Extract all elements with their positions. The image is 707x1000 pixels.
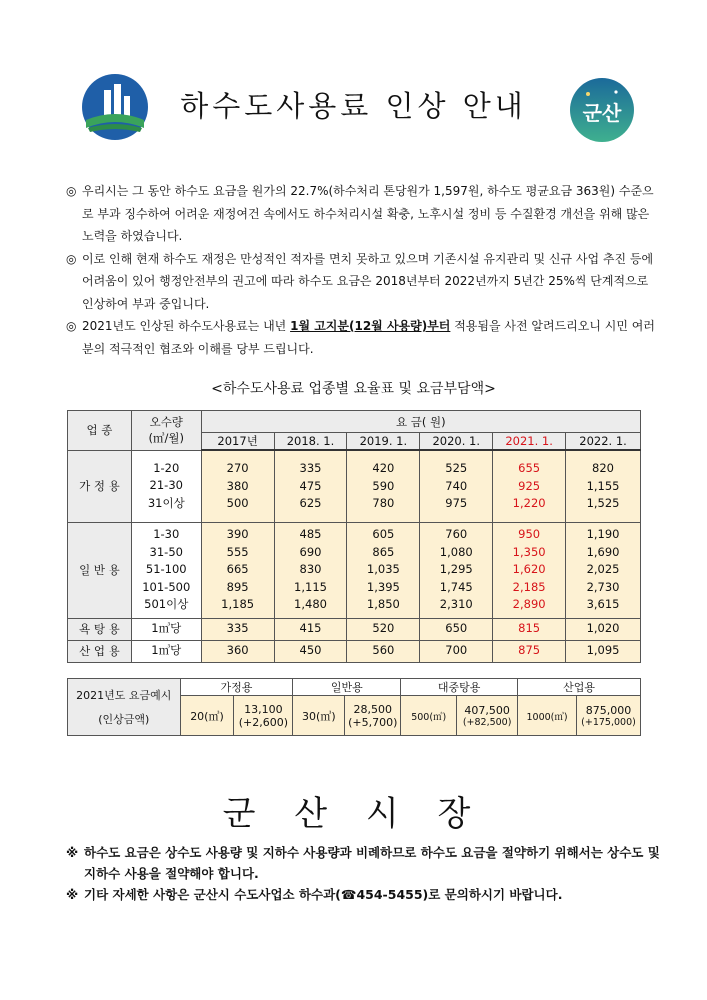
fee-value: 2,890	[512, 597, 546, 612]
rates-body	[68, 450, 641, 662]
header-volume-label: 오수량	[149, 415, 183, 430]
fee-value: 1,035	[366, 562, 400, 577]
volume-range: 1-30	[153, 527, 180, 542]
gunsan-logo-text: 군산	[582, 101, 622, 125]
fee-value: 815	[518, 621, 541, 636]
example-amount: 407,500	[464, 703, 510, 717]
fee-value: 830	[299, 562, 322, 577]
fee-value: 590	[372, 478, 395, 493]
page-title: 하수도사용료 인상 안내	[180, 89, 527, 123]
fee-value: 1,525	[586, 495, 620, 510]
example-increase: (+175,000)	[581, 716, 636, 728]
fee-value: 1,020	[586, 621, 620, 636]
example-label	[68, 679, 181, 736]
fee-value: 1,745	[439, 579, 473, 594]
category-name: 욕 탕 용	[68, 618, 132, 640]
volume-range: 1-20	[153, 460, 180, 475]
example-amount-cell	[577, 696, 641, 736]
paragraph-3	[66, 315, 656, 360]
rate-group-row	[68, 450, 641, 522]
fee-cell	[420, 640, 493, 662]
fee-value: 420	[372, 461, 395, 476]
note-text: 기타 자세한 사항은 군산시 수도사업소 하수과(☎454-5455)로 문의하시기 바랍니다.	[84, 887, 563, 902]
fee-value: 525	[445, 461, 468, 476]
volume-ranges	[131, 522, 201, 618]
fee-value: 690	[299, 544, 322, 559]
example-usage: 500(㎥)	[401, 696, 457, 736]
fee-cell	[566, 522, 641, 618]
example-increase: (+5,700)	[348, 715, 398, 729]
fee-value: 520	[372, 621, 395, 636]
fee-value: 650	[445, 621, 468, 636]
fee-cell	[347, 522, 420, 618]
fee-value: 450	[299, 643, 322, 658]
fee-cell	[201, 522, 274, 618]
rate-group-row	[68, 618, 641, 640]
volume-ranges	[131, 640, 201, 662]
fee-cell	[201, 450, 274, 522]
fee-cell	[274, 522, 347, 618]
fee-value: 1,350	[512, 544, 546, 559]
example-amount: 875,000	[585, 703, 632, 717]
fee-value: 380	[226, 478, 249, 493]
fee-value: 1,395	[366, 579, 400, 594]
fee-value: 1,850	[366, 597, 400, 612]
category-name: 가 정 용	[68, 450, 132, 522]
example-category: 일반용	[293, 679, 401, 696]
paragraph-2	[66, 248, 656, 316]
notice-paragraphs	[66, 180, 656, 360]
gunsan-brand-logo	[568, 76, 636, 144]
fee-value: 560	[372, 643, 395, 658]
fee-value: 625	[299, 495, 322, 510]
bullet-mark: ◎	[66, 184, 77, 198]
fee-value: 740	[445, 478, 468, 493]
fee-value: 390	[226, 527, 249, 542]
paragraph-text: 우리시는 그 동안 하수도 요금을 원가의 22.7%(하수처리 톤당원가 1,597원, 하수도 평균요금 363원) 수준으로 부과 징수하여 어려운 재정여건 속에서도 하수처리시설 확충, 노후시설 정비 등 수질환경 개선을 위해 많은 노력을 하였습니다.	[82, 184, 654, 243]
fee-cell	[420, 618, 493, 640]
volume-range: 1㎥당	[151, 643, 182, 658]
fee-value: 1,115	[294, 579, 327, 594]
example-usage: 20(㎥)	[180, 696, 234, 736]
emphasized-date: 1월 고지분(12월 사용량)부터	[290, 319, 451, 333]
year-header: 2019. 1.	[347, 433, 420, 451]
fee-cell	[347, 640, 420, 662]
fee-value: 950	[518, 527, 541, 542]
fee-value: 360	[226, 643, 249, 658]
volume-ranges	[131, 450, 201, 522]
fee-value: 2,185	[512, 579, 546, 594]
fee-value: 1,295	[439, 562, 473, 577]
year-header: 2018. 1.	[274, 433, 347, 451]
rates-table	[67, 410, 641, 663]
fee-value: 1,080	[439, 544, 473, 559]
mayor-signature: 군 산 시 장	[222, 794, 485, 834]
fee-value: 605	[372, 527, 395, 542]
fee-value: 975	[445, 495, 468, 510]
fee-value: 665	[226, 562, 249, 577]
fee-value: 1,480	[294, 597, 327, 612]
fee-value: 655	[518, 461, 541, 476]
fee-value: 3,615	[586, 597, 620, 612]
note-mark: ※	[66, 887, 79, 902]
fee-value: 415	[299, 621, 322, 636]
example-amount-cell	[234, 696, 293, 736]
volume-range: 31-50	[149, 544, 183, 559]
fee-cell	[420, 450, 493, 522]
fee-cell	[274, 640, 347, 662]
fee-value: 1,690	[586, 544, 620, 559]
fee-value: 1,620	[512, 562, 546, 577]
fee-value: 760	[445, 527, 468, 542]
category-name: 일 반 용	[68, 522, 132, 618]
paragraph-text-before: 2021년도 인상된 하수도사용료는 내년	[82, 319, 291, 333]
fee-cell	[201, 640, 274, 662]
paragraph-1	[66, 180, 656, 248]
volume-range: 51-100	[145, 562, 187, 577]
example-table	[67, 678, 641, 736]
fee-value: 700	[445, 643, 468, 658]
fee-cell	[347, 450, 420, 522]
fee-cell	[566, 640, 641, 662]
fee-value: 485	[299, 527, 322, 542]
fee-value: 335	[226, 621, 249, 636]
fee-cell	[493, 522, 566, 618]
fee-value: 1,155	[586, 478, 620, 493]
volume-range: 31이상	[147, 495, 185, 510]
fee-value: 270	[226, 461, 249, 476]
fee-cell	[274, 618, 347, 640]
year-header: 2017년	[201, 433, 274, 451]
bullet-mark: ◎	[66, 251, 77, 266]
paragraph-text-after: 적용됨을 사전 알려드리오니 시민 여러분의 적극적인 협조와 이해를 당부 드립니다.	[82, 319, 655, 356]
fee-value: 780	[372, 495, 395, 510]
example-increase: (+2,600)	[238, 715, 289, 729]
fee-cell	[420, 522, 493, 618]
footnotes	[66, 842, 666, 905]
example-category: 산업용	[518, 679, 641, 696]
fee-cell	[493, 450, 566, 522]
example-increase: (+82,500)	[462, 716, 512, 728]
fee-cell	[566, 618, 641, 640]
note-text: 하수도 요금은 상수도 사용량 및 지하수 사용량과 비례하므로 하수도 요금을 절약하기 위해서는 상수도 및 지하수 사용을 절약해야 합니다.	[84, 845, 660, 881]
category-name: 산 업 용	[68, 640, 132, 662]
rate-group-row	[68, 522, 641, 618]
paragraph-text: 이로 인해 현재 하수도 재정은 만성적인 적자를 면치 못하고 있으며 기존시설 유지관리 및 신규 사업 추진 등에 어려움이 있어 행정안전부의 권고에 따라 하수도 요금은 2018년부터 2022년까지 5년간 25%씩 단계적으로 인상하여 부과 중입니다.	[82, 251, 654, 311]
fee-cell	[566, 450, 641, 522]
fee-value: 895	[226, 579, 249, 594]
fee-value: 2,310	[439, 597, 473, 612]
fee-cell	[493, 618, 566, 640]
header-volume	[131, 411, 201, 451]
example-amount: 13,100	[244, 702, 283, 716]
example-usage: 30(㎥)	[293, 696, 345, 736]
volume-range: 501이상	[144, 597, 189, 612]
fee-value: 2,730	[586, 579, 620, 594]
header-fee: 요 금( 원)	[201, 411, 640, 433]
header-type: 업 종	[68, 411, 132, 451]
example-amount-cell	[345, 696, 401, 736]
example-label-line1: 2021년도 요금예시	[76, 689, 172, 702]
fee-value: 475	[299, 478, 322, 493]
fee-value: 1,220	[512, 495, 546, 510]
volume-ranges	[131, 618, 201, 640]
example-amount: 28,500	[353, 702, 393, 716]
fee-value: 1,190	[586, 527, 620, 542]
example-label-line2: (인상금액)	[98, 713, 150, 726]
footnote-1	[66, 842, 666, 884]
fee-value: 2,025	[586, 562, 620, 577]
fee-value: 820	[592, 461, 614, 476]
year-header: 2022. 1.	[566, 433, 641, 451]
fee-cell	[201, 618, 274, 640]
fee-value: 555	[226, 544, 249, 559]
bullet-mark: ◎	[66, 319, 77, 333]
footnote-2	[66, 884, 666, 905]
fee-value: 865	[372, 544, 395, 559]
example-category: 대중탕용	[401, 679, 518, 696]
fee-cell	[347, 618, 420, 640]
year-header-highlight: 2021. 1.	[493, 433, 566, 451]
fee-cell	[493, 640, 566, 662]
note-mark: ※	[66, 845, 79, 860]
header-volume-unit: (㎥/월)	[148, 431, 184, 446]
example-usage: 1000(㎥)	[518, 696, 577, 736]
fee-value: 925	[518, 478, 541, 493]
fee-value: 335	[299, 461, 322, 476]
year-header: 2020. 1.	[420, 433, 493, 451]
fee-value: 875	[518, 643, 541, 658]
volume-range: 21-30	[149, 478, 183, 493]
fee-value: 1,185	[221, 597, 255, 612]
volume-range: 101-500	[142, 579, 191, 594]
example-amount-cell	[457, 696, 518, 736]
volume-range: 1㎥당	[151, 621, 182, 636]
example-category: 가정용	[180, 679, 293, 696]
fee-cell	[274, 450, 347, 522]
rate-group-row	[68, 640, 641, 662]
fee-value: 500	[226, 495, 249, 510]
fee-value: 1,095	[586, 643, 620, 658]
table-title: <하수도사용료 업종별 요율표 및 요금부담액>	[211, 381, 496, 397]
